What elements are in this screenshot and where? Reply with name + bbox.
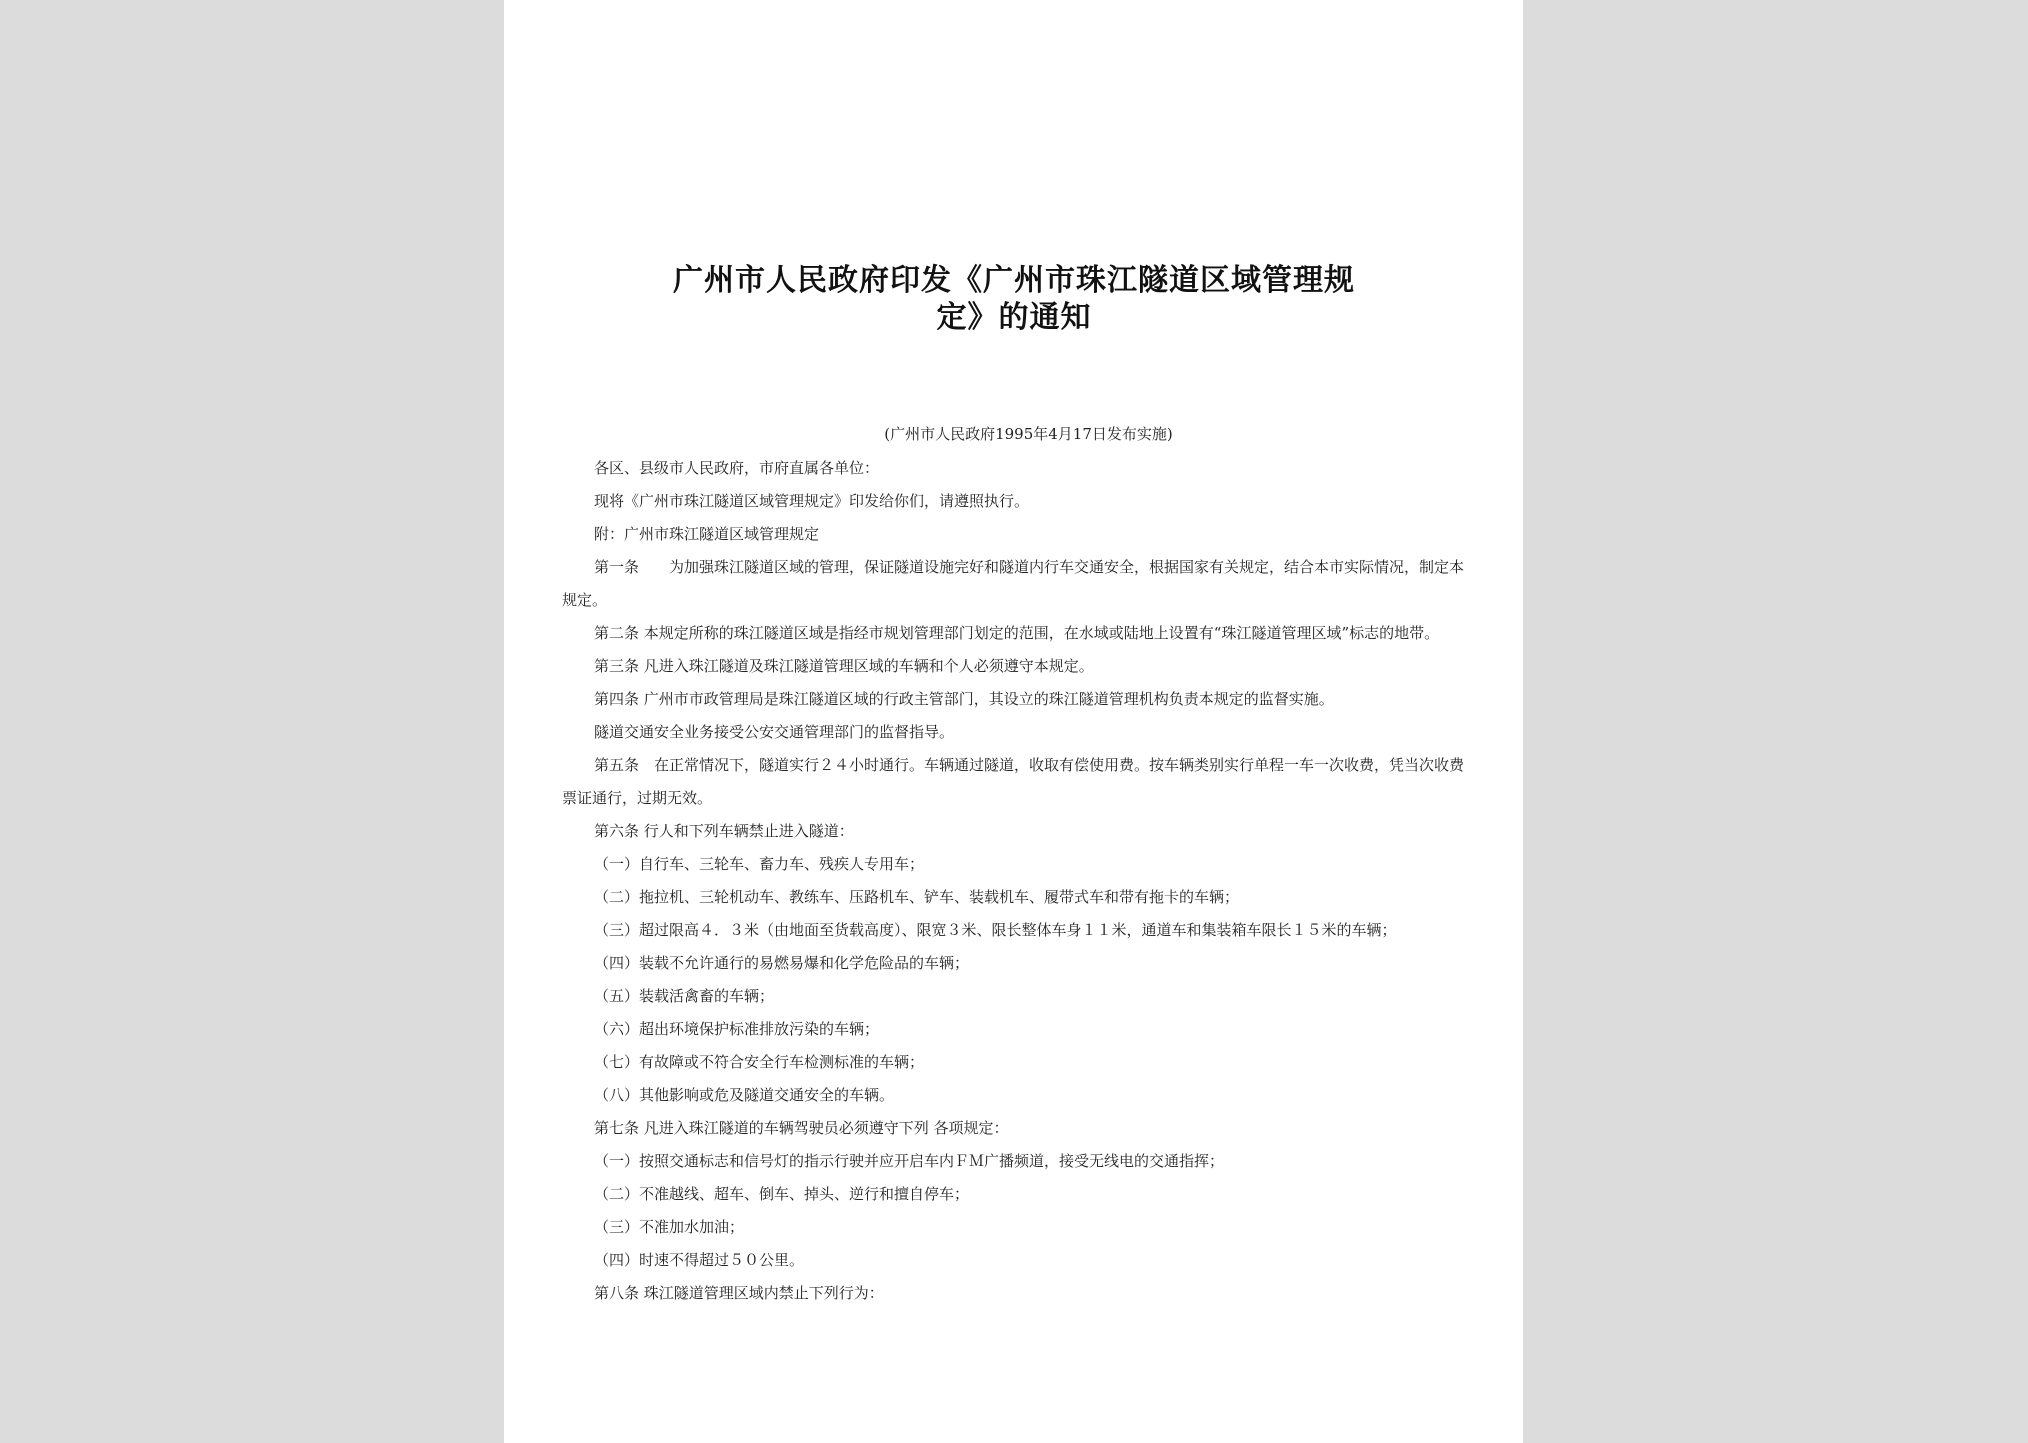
list-item: （二）不准越线、超车、倒车、掉头、逆行和擅自停车； — [594, 1185, 970, 1203]
paragraph: 第一条 为加强珠江隧道区域的管理，保证隧道设施完好和隧道内行车交通安全，根据国家有关规定，结合本市实际情况，制定本规定。 — [562, 558, 1465, 609]
list-item: （三）超过限高４．３米（由地面至货载高度）、限宽３米、限长整体车身１１米，通道车和集装箱车限长１５米的车辆； — [594, 921, 1397, 939]
paragraph: 第四条 广州市市政管理局是珠江隧道区域的行政主管部门，其设立的珠江隧道管理机构负责本规定的监督实施。 — [594, 690, 1334, 708]
issue-date-line: (广州市人民政府1995年4月17日发布实施) — [884, 425, 1173, 443]
list-item: （一）按照交通标志和信号灯的指示行驶并应开启车内ＦＭ广播频道，接受无线电的交通指挥； — [594, 1152, 1225, 1170]
paragraph: 第三条 凡进入珠江隧道及珠江隧道管理区域的车辆和个人必须遵守本规定。 — [594, 657, 1094, 675]
paragraph: 各区、县级市人民政府，市府直属各单位： — [594, 459, 880, 477]
list-item: （六）超出环境保护标准排放污染的车辆； — [594, 1020, 880, 1038]
list-item: （七）有故障或不符合安全行车检测标准的车辆； — [594, 1053, 925, 1071]
paragraph: 第七条 凡进入珠江隧道的车辆驾驶员必须遵守下列 各项规定： — [594, 1119, 1009, 1137]
paragraph: 第五条 在正常情况下，隧道实行２４小时通行。车辆通过隧道，收取有偿使用费。按车辆类别实行单程一车一次收费，凭当次收费票证通行，过期无效。 — [562, 756, 1465, 807]
title-line-1: 广州市人民政府印发《广州市珠江隧道区域管理规 — [673, 263, 1355, 298]
paragraph: 第六条 行人和下列车辆禁止进入隧道： — [594, 822, 854, 840]
list-item: （四）时速不得超过５０公里。 — [594, 1251, 805, 1269]
list-item: （一）自行车、三轮车、畜力车、残疾人专用车； — [594, 855, 925, 873]
paragraph: 现将《广州市珠江隧道区域管理规定》印发给你们，请遵照执行。 — [594, 492, 1030, 510]
list-item: （二）拖拉机、三轮机动车、教练车、压路机车、铲车、装载机车、履带式车和带有拖卡的车辆； — [594, 888, 1240, 906]
paragraph: 附：广州市珠江隧道区域管理规定 — [594, 525, 820, 543]
list-item: （五）装载活禽畜的车辆； — [594, 987, 775, 1005]
document-page — [504, 0, 1523, 1443]
list-item: （八）其他影响或危及隧道交通安全的车辆。 — [594, 1086, 895, 1104]
paragraph: 第八条 珠江隧道管理区域内禁止下列行为： — [594, 1284, 884, 1302]
paragraph: 第二条 本规定所称的珠江隧道区域是指经市规划管理部门划定的范围，在水域或陆地上设置有“珠江隧道管理区域”标志的地带。 — [594, 624, 1440, 642]
paragraph: 隧道交通安全业务接受公安交通管理部门的监督指导。 — [594, 723, 955, 741]
title-line-2: 定》的通知 — [936, 300, 1092, 335]
document-body — [562, 452, 1472, 1310]
document-title — [614, 262, 1414, 336]
list-item: （三）不准加水加油； — [594, 1218, 745, 1236]
list-item: （四）装载不允许通行的易燃易爆和化学危险品的车辆； — [594, 954, 970, 972]
